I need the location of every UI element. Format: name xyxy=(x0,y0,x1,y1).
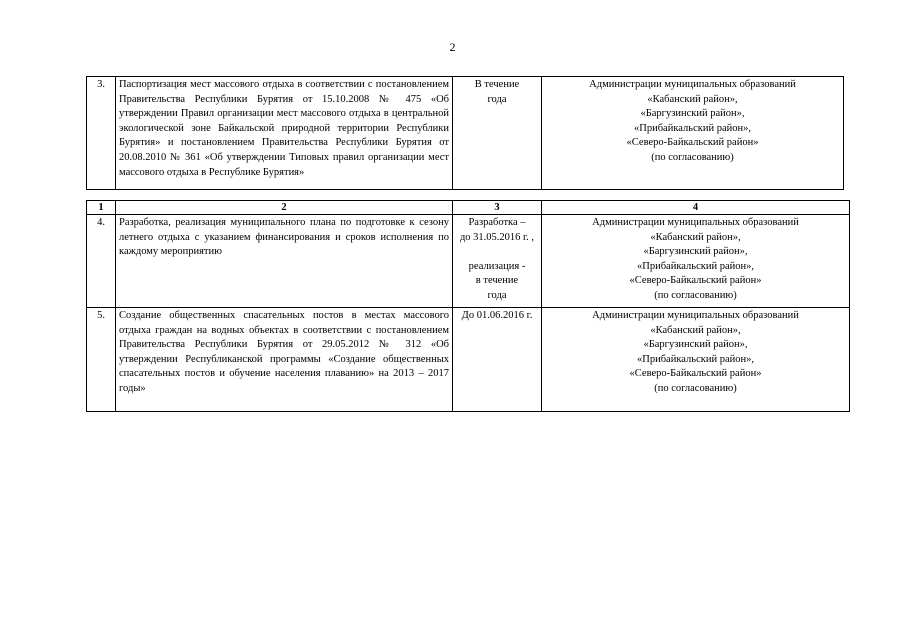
measure-description: Создание общественных спасательных постов в местах массового отдыха граждан на водных объектах в соответствии с постановлением Правительства Республики Бурятия от 29.05.2012 № 312 «Об утверждении Республиканской программы «Создание общественных спасательных постов и обучение населения плаванию» на 2013 – 2017 годы» xyxy=(116,308,453,412)
column-header: 4 xyxy=(542,201,850,215)
responsible-line: «Кабанский район», xyxy=(650,324,741,336)
responsible-line: «Прибайкальский район», xyxy=(637,260,754,272)
column-header: 2 xyxy=(116,201,453,215)
term-cell xyxy=(453,77,542,190)
term-cell xyxy=(453,308,542,412)
measure-description: Разработка, реализация муниципального плана по подготовке к сезону летнего отдыха с указанием финансирования и сроков исполнения по каждому мероприятию xyxy=(116,215,453,308)
responsible-line: Администрации муниципальных образований xyxy=(592,217,799,228)
page-number: 2 xyxy=(449,40,456,54)
term-line: Разработка – xyxy=(468,217,526,228)
row-number: 4. xyxy=(87,215,116,308)
row-number: 5. xyxy=(87,308,116,412)
responsible-cell xyxy=(542,215,850,308)
term-line: в течение xyxy=(475,275,519,287)
term-line: до 31.05.2016 г. , xyxy=(459,231,535,243)
term-line: В течение xyxy=(474,79,520,90)
measures-table xyxy=(86,200,850,412)
row-number: 3. xyxy=(87,77,116,190)
responsible-line: «Кабанский район», xyxy=(647,93,738,105)
term-line: До 01.06.2016 г. xyxy=(461,310,533,321)
responsible-line: (по согласованию) xyxy=(651,151,734,163)
responsible-line: «Северо-Байкальский район» xyxy=(626,137,759,149)
responsible-cell xyxy=(542,308,850,412)
responsible-line: «Баргузинский район», xyxy=(640,108,745,120)
responsible-line: «Баргузинский район», xyxy=(643,246,748,258)
column-header: 1 xyxy=(87,201,116,215)
table-row xyxy=(87,215,850,308)
table-header-row xyxy=(87,201,850,215)
responsible-line: (по согласованию) xyxy=(654,382,737,394)
responsible-line: «Прибайкальский район», xyxy=(634,122,751,134)
term-spacer xyxy=(456,245,538,260)
table-row xyxy=(87,308,850,412)
column-header: 3 xyxy=(453,201,542,215)
responsible-line: «Северо-Байкальский район» xyxy=(629,368,762,380)
term-line: года xyxy=(487,93,507,105)
term-cell xyxy=(453,215,542,308)
responsible-line: Администрации муниципальных образований xyxy=(592,310,799,321)
table-row xyxy=(87,77,844,190)
responsible-line: (по согласованию) xyxy=(654,289,737,301)
responsible-line: Администрации муниципальных образований xyxy=(589,79,796,90)
responsible-line: «Прибайкальский район», xyxy=(637,353,754,365)
measure-description: Паспортизация мест массового отдыха в соответствии с постановлением Правительства Республики Бурятия от 15.10.2008 № 475 «Об утверждении Правил организации мест массового отдыха в центральной экологической зоне Байкальской природной территории Республики Бурятия» и постановлением Правительства Республики Бурятия от 20.08.2010 № 361 «Об утверждении Типовых правил организации мест массового отдыха в Республике Бурятия» xyxy=(116,77,453,190)
term-line: года xyxy=(487,289,507,301)
measures-table-continued xyxy=(86,76,844,190)
responsible-cell xyxy=(542,77,844,190)
responsible-line: «Кабанский район», xyxy=(650,231,741,243)
responsible-line: «Северо-Байкальский район» xyxy=(629,275,762,287)
responsible-line: «Баргузинский район», xyxy=(643,339,748,351)
term-line: реализация - xyxy=(468,260,526,272)
